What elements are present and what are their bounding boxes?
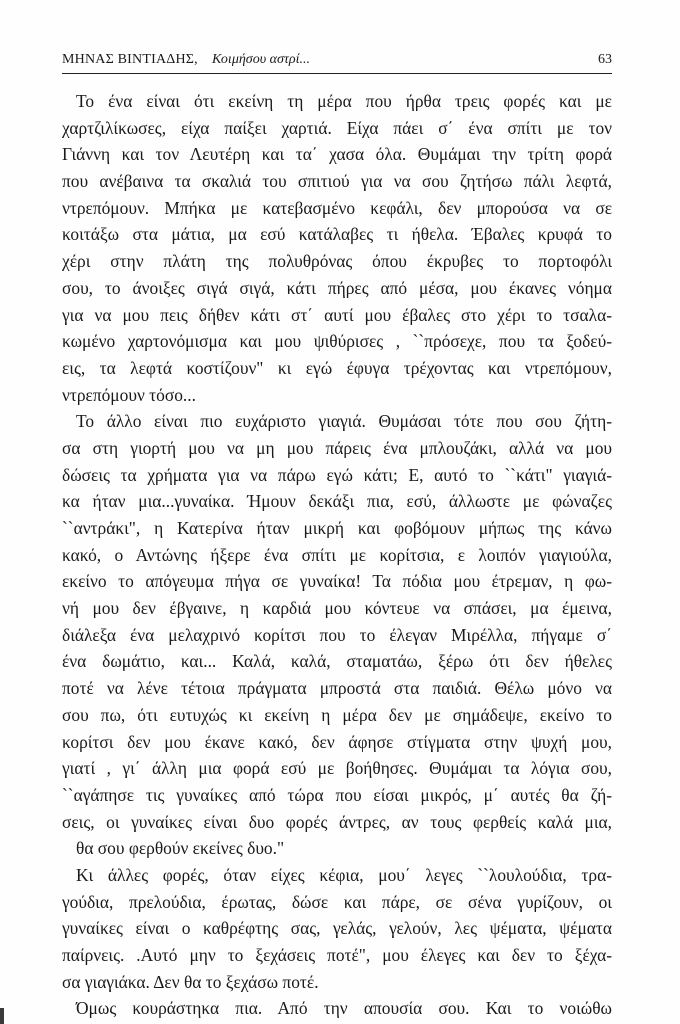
text-line: σου πω, ότι ευτυχώς κι εκείνη η μέρα δεν με σημάδεψε, εκείνο το (62, 704, 612, 725)
text-line: Κι άλλες φορές, όταν είχες κέφια, μου΄ λεγες ``λουλούδια, τρα- (76, 864, 612, 885)
paragraph-3 (62, 862, 612, 995)
scan-edge-mark (0, 1008, 4, 1024)
text-line: ποτέ να λένε τέτοια πράγματα μπροστά στα παιδιά. Θέλω μόνο να (62, 678, 612, 699)
text-line: ``αντράκι", η Κατερίνα ήταν μικρή και φοβόμουν μήπως της κάνω (62, 518, 612, 538)
paragraph-1 (62, 88, 612, 408)
header-author: ΜΗΝΑΣ ΒΙΝΤΙΑΔΗΣ, (62, 52, 198, 67)
text-line: ντρεπόμουν. Μπήκα με κατεβασμένο κεφάλι, δεν μπορούσα να σε (62, 197, 612, 218)
text-line: χαρτζιλίκωσες, είχα παίξει χαρτιά. Είχα πάει σ΄ ένα σπίτι με τον (62, 117, 612, 138)
text-line: κορίτσι δεν μου έκανε κακό, δεν άφησε στίγματα στην ψυχή μου, (62, 731, 612, 752)
text-line: κα ήταν μια...γυναίκα. Ήμουν δεκάξι πια, εσύ, άλλωστε με φώναζες (62, 491, 612, 512)
text-line: χέρι στην πλάτη της πολυθρόνας όπου έκρυβες το πορτοφόλι (62, 251, 612, 272)
text-line: γιατί , γι΄ άλλη μια φορά εσύ με βοήθησες. Θυμάμαι τα λόγια σου, (62, 758, 612, 779)
text-line: θα σου φερθούν εκείνες δυο." (76, 838, 285, 859)
body-text (62, 88, 612, 1022)
paragraph-2 (62, 408, 612, 862)
text-line: γυναίκες είναι ο καθρέφτης σας, γελάς, γελούν, λες ψέματα, ψέματα (62, 918, 612, 939)
text-line: ένα δωμάτιο, και... Καλά, καλά, σταματάω, ξέρω ότι δεν ήθελες (62, 651, 612, 672)
text-line: κοιτάξω στα μάτια, μα εσύ κατάλαβες τι ήθελα. Έβαλες κρυφά το (62, 224, 612, 245)
text-line: διάλεξα ένα μελαχρινό κορίτσι που το έλεγαν Μιρέλλα, πήγαμε σ΄ (62, 624, 612, 645)
header-book-title: Κοιμήσου αστρί... (212, 52, 310, 67)
running-header (62, 50, 612, 72)
text-line: ``αγάπησε τις γυναίκες από τώρα που είσαι μικρός, μ΄ αυτές θα ζή- (62, 784, 612, 805)
text-line: εκείνο το απόγευμα πήγα σε γυναίκα! Τα πόδια μου έτρεμαν, η φω- (62, 571, 612, 592)
text-line: Το ένα είναι ότι εκείνη τη μέρα που ήρθα τρεις φορές και με (76, 91, 612, 111)
header-rule (62, 73, 612, 74)
text-line: σου, το άνοιξες σιγά σιγά, κάτι πήρες από μέσα, μου έκανες νόημα (62, 277, 612, 298)
text-line: κωμένο χαρτονόμισμα και μου ψιθύρισες , ``πρόσεχε, που τα ξοδεύ- (62, 331, 612, 352)
page-number: 63 (598, 52, 612, 67)
text-line: σα γιαγιάκα. Δεν θα το ξεχάσω ποτέ. (62, 971, 319, 992)
text-line: γούδια, πρελούδια, έρωτας, δώσε και πάρε, σε σένα γυρίζουν, οι (62, 891, 612, 912)
text-line: σεις, οι γυναίκες είναι δυο φορές άντρες, αν τους φερθείς καλά μια, (62, 811, 612, 832)
text-line: που ανέβαινα τα σκαλιά του σπιτιού για να σου ζητήσω πάλι λεφτά, (62, 171, 612, 192)
text-line: εις, τα λεφτά κοστίζουν" κι εγώ έφυγα τρέχοντας και ντρεπόμουν, (62, 357, 612, 378)
text-line: Γιάννη και τον Λευτέρη και τα΄ χασα όλα. Θυμάμαι την τρίτη φορά (62, 144, 612, 165)
text-line: Το άλλο είναι πιο ευχάριστο γιαγιά. Θυμάσαι τότε που σου ζήτη- (76, 411, 612, 432)
text-line: δώσεις τα χρήματα για να πάρω εγώ κάτι; Ε, αυτό το ``κάτι" γιαγιά- (62, 464, 612, 485)
text-line: για να μου πεις δήθεν κάτι στ΄ αυτί μου έβαλες στο χέρι το τσαλα- (62, 304, 612, 325)
text-line: ντρεπόμουν τόσο... (62, 384, 196, 405)
text-line: παίρνεις. .Αυτό μην το ξεχάσεις ποτέ", μου έλεγες και δεν το ξέχα- (62, 945, 612, 965)
text-line: σα στη γιορτή μου να μη μου πάρεις ένα μπλουζάκι, αλλά να μου (62, 437, 612, 458)
text-line: Όμως κουράστηκα πια. Από την απουσία σου. Και το νοιώθω (76, 998, 612, 1019)
text-line: νή μου δεν έβγαινε, η καρδιά μου κόντευε να σπάσει, μα έμεινα, (62, 598, 612, 619)
text-line: κακό, ο Αντώνης ήξερε ένα σπίτι με κορίτσια, ε λοιπόν γιαγιούλα, (62, 544, 612, 565)
paragraph-4 (62, 995, 612, 1022)
